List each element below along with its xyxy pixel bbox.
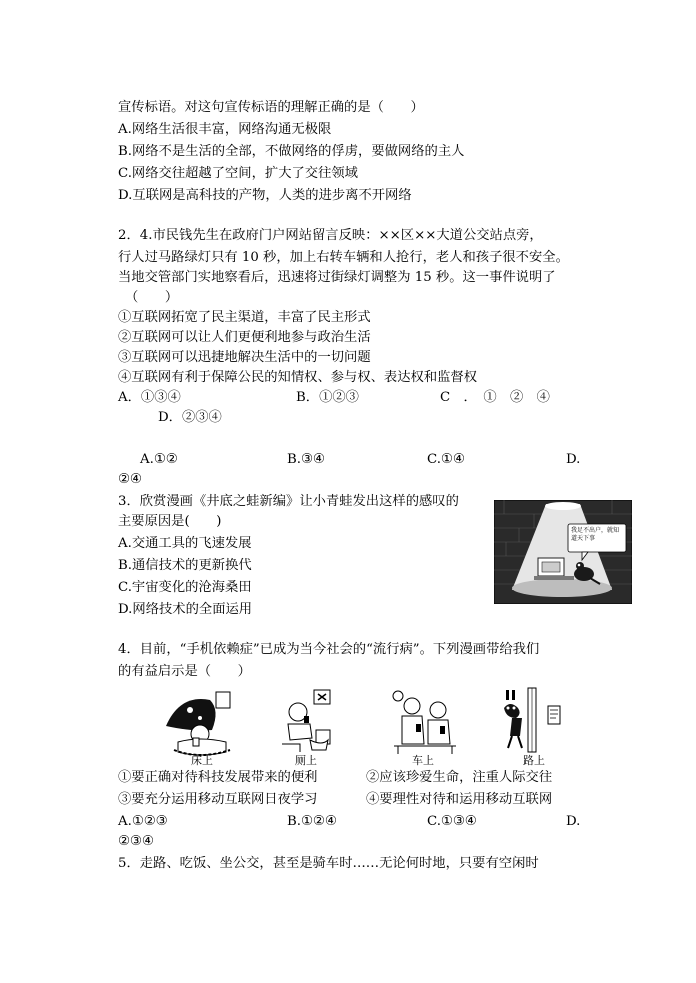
q2-stem-line-1: 2．4.市民钱先生在政府门户网站留言反映：××区××大道公交站点旁， bbox=[118, 228, 543, 243]
frog-in-well-cartoon bbox=[494, 500, 632, 604]
q3-stem-line-2: 主要原因是( ) bbox=[118, 514, 222, 529]
q4-statement-1: ①要正确对待科技发展带来的便利 bbox=[118, 770, 318, 785]
q2-statement-2: ②互联网可以让人们更便利地参与政治生活 bbox=[118, 330, 371, 345]
q2-answer-blank: （ ） bbox=[125, 290, 179, 305]
cartoon-road bbox=[494, 686, 576, 766]
q4-stem-line-2: 的有益启示是（ ） bbox=[118, 664, 251, 679]
q2-choice-b: B．①②③ bbox=[296, 390, 359, 405]
q3-option-c: C.宇宙变化的沧海桑田 bbox=[118, 580, 252, 595]
q2-statement-1: ①互联网拓宽了民主渠道，丰富了民主形式 bbox=[118, 310, 371, 325]
q4-choice-b: B.①②④ bbox=[287, 814, 337, 829]
q1-option-d: D.互联网是高科技的产物，人类的进步离不开网络 bbox=[118, 188, 412, 203]
q1-option-c: C.网络交往超越了空间，扩大了交往领域 bbox=[118, 166, 358, 181]
q4-choice-d-cont: ②③④ bbox=[118, 834, 154, 849]
q2-alt-choice-a: A.①② bbox=[140, 452, 178, 467]
q4-choice-d: D. bbox=[566, 814, 581, 829]
q3-option-b: B.通信技术的更新换代 bbox=[118, 558, 252, 573]
q2-alt-choice-b: B.③④ bbox=[287, 452, 325, 467]
q2-stem-line-2: 行人过马路绿灯只有 10 秒，加上右转车辆和人抢行，老人和孩子很不安全。 bbox=[118, 250, 569, 265]
q2-choice-d: D．②③④ bbox=[158, 410, 222, 425]
q5-stem: 5．走路、吃饭、坐公交，甚至是骑车时……无论何时地，只要有空闲时 bbox=[118, 856, 539, 871]
q4-choice-c: C.①③④ bbox=[427, 814, 477, 829]
q2-stem-line-3: 当地交管部门实地察看后，迅速将过街绿灯调整为 15 秒。这一事件说明了 bbox=[118, 270, 556, 285]
q2-statement-3: ③互联网可以迅捷地解决生活中的一切问题 bbox=[118, 350, 371, 365]
cartoon-label-bed: 床上 bbox=[191, 754, 213, 766]
q1-option-b: B.网络不是生活的全部，不做网络的俘虏，要做网络的主人 bbox=[118, 144, 465, 159]
q1-option-a: A.网络生活很丰富，网络沟通无极限 bbox=[118, 122, 332, 137]
cartoon-label-toilet: 厕上 bbox=[295, 754, 317, 766]
q2-choice-c: C ． ① ② ④ bbox=[440, 390, 550, 405]
cartoon-toilet bbox=[270, 686, 348, 766]
q4-statement-2: ②应该珍爱生命，注重人际交往 bbox=[366, 770, 553, 785]
q3-option-d: D.网络技术的全面运用 bbox=[118, 602, 253, 617]
q4-statement-3: ③要充分运用移动互联网日夜学习 bbox=[118, 792, 318, 807]
cartoon-speech-text: 我足不出户，就知道天下事 bbox=[571, 527, 620, 542]
cartoon-bed bbox=[160, 686, 242, 766]
q4-statement-4: ④要理性对待和运用移动互联网 bbox=[366, 792, 553, 807]
q4-stem-line-1: 4．目前，“手机依赖症”已成为当今社会的“流行病”。下列漫画带给我们 bbox=[118, 642, 540, 657]
q2-alt-choice-c: C.①④ bbox=[427, 452, 465, 467]
q3-option-a: A.交通工具的飞速发展 bbox=[118, 536, 252, 551]
q2-statement-4: ④互联网有利于保障公民的知情权、参与权、表达权和监督权 bbox=[118, 370, 478, 385]
q2-alt-choice-d: D. bbox=[566, 452, 581, 467]
cartoon-label-road: 路上 bbox=[523, 754, 545, 766]
q1-stem: 宣传标语。对这句宣传标语的理解正确的是（ ） bbox=[118, 100, 424, 115]
q2-alt-choice-d-cont: ②④ bbox=[118, 472, 142, 487]
q4-choice-a: A.①②③ bbox=[118, 814, 168, 829]
q2-choice-a: A．①③④ bbox=[118, 390, 181, 405]
cartoon-label-bus: 车上 bbox=[412, 754, 434, 766]
q3-stem-line-1: 3．欣赏漫画《井底之蛙新编》让小青蛙发出这样的感叹的 bbox=[118, 494, 459, 509]
cartoon-bus bbox=[380, 686, 466, 766]
